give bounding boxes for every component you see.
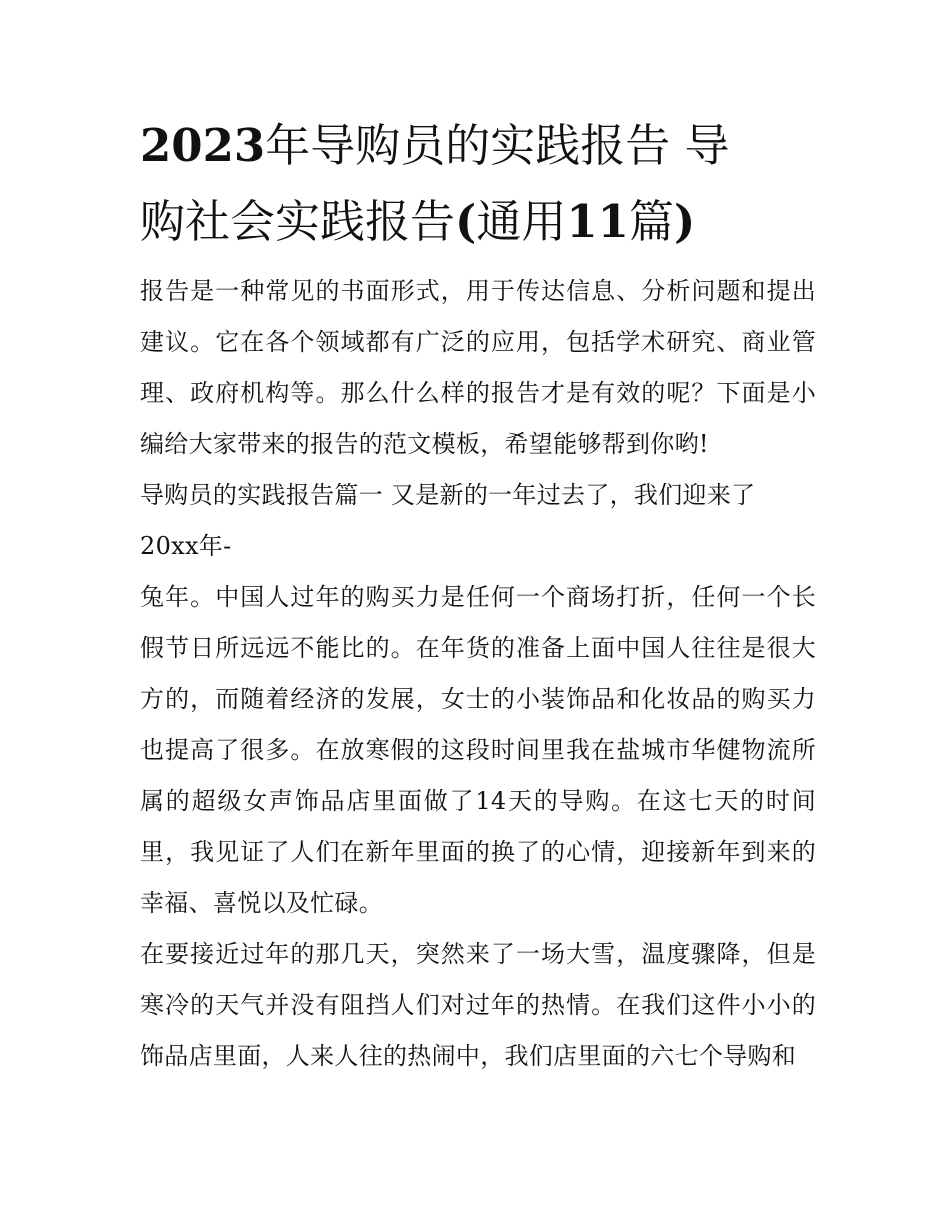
paragraph-year: 20xx年-	[140, 532, 232, 560]
document-body	[140, 266, 816, 1082]
title-line-1: 2023年导购员的实践报告 导	[140, 119, 730, 172]
paragraph-section-heading: 导购员的实践报告篇一 又是新的一年过去了，我们迎来了	[140, 481, 756, 509]
document-title	[140, 108, 816, 260]
document-page	[140, 108, 816, 1082]
title-line-2: 购社会实践报告(通用11篇)	[140, 195, 696, 248]
paragraph-body-2: 在要接近过年的那几天，突然来了一场大雪，温度骤降，但是寒冷的天气并没有阻挡人们对过年的热情。在我们这件小小的饰品店里面，人来人往的热闹中，我们店里面的六七个导购和	[140, 940, 816, 1070]
paragraph-intro: 报告是一种常见的书面形式，用于传达信息、分析问题和提出建议。它在各个领域都有广泛的应用，包括学术研究、商业管理、政府机构等。那么什么样的报告才是有效的呢？下面是小编给大家带来的报告的范文模板，希望能够帮到你哟!	[140, 277, 816, 458]
paragraph-body-1: 兔年。中国人过年的购买力是任何一个商场打折，任何一个长假节日所远远不能比的。在年货的准备上面中国人往往是很大方的，而随着经济的发展，女士的小装饰品和化妆品的购买力也提高了很多。在放寒假的这段时间里我在盐城市华健物流所属的超级女声饰品店里面做了14天的导购。在这七天的时间里，我见证了人们在新年里面的换了的心情，迎接新年到来的幸福、喜悦以及忙碌。	[140, 583, 816, 917]
